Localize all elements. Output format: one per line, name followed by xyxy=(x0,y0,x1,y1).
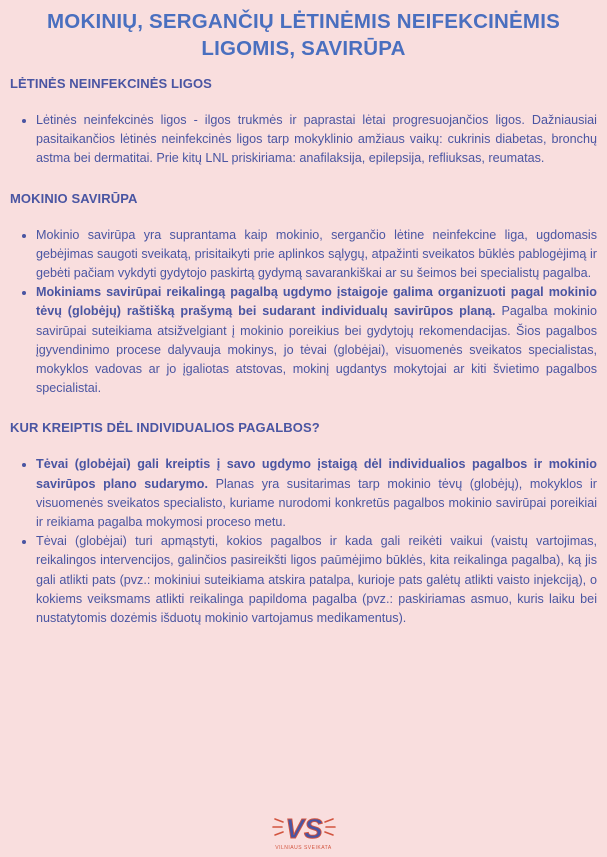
section-heading: LĖTINĖS NEINFEKCINĖS LIGOS xyxy=(10,76,212,91)
bold-text: Tėvai (globėjai) gali kreiptis į savo ugdymo įstaigą dėl individualios pagalbos ir mokinio savirūpos plano sudarymo. xyxy=(36,457,597,491)
list-item xyxy=(36,283,597,398)
list-item xyxy=(36,111,597,169)
list-item xyxy=(36,455,597,532)
page-title: MOKINIŲ, SERGANČIŲ LĖTINĖMIS NEIFEKCINĖMIS LIGOMIS, SAVIRŪPA xyxy=(47,10,560,60)
bullet-list xyxy=(10,226,597,399)
vilniaus-sveikata-logo xyxy=(0,809,607,851)
body-text: Planas yra susitarimas tarp mokinio tėvų (globėjų), mokyklos ir visuomenės sveikatos specialisto, kuriame nurodomi konkretūs pagalbos mokinio savirūpai poreikiai ir reikiama pagalba mokymosi proceso metu. xyxy=(36,476,597,530)
logo-mark: VS xyxy=(284,813,323,844)
body-text: Mokinio savirūpa yra suprantama kaip mokinio, sergančio lėtine neinfekcine liga, ugdomasis gebėjimas saugoti sveikatą, prisitaikyti prie aplinkos sąlygų, atpažinti sveikatos būklės pablogėjimą ir gebėti pačiam vykdyti gydytojo paskirtą gydymą savarankiškai ar su šeimos bei specialistų pagalba. xyxy=(36,227,597,281)
list-item xyxy=(36,532,597,628)
section-where-to-apply xyxy=(10,420,597,628)
body-text: Lėtinės neinfekcinės ligos - ilgos trukmės ir paprastai lėtai progresuojančios ligos. Dažniausiai pasitaikančios lėtinės neinfekcinės ligos tarp mokyklinio amžiaus vaikų: cukrinis diabetas, bronchų astma bei dermatitai. Prie kitų LNL priskiriama: anafilaksija, epilepsija, refliuksas, reumatas. xyxy=(36,113,597,166)
bold-text: Mokiniams savirūpai reikalingą pagalbą ugdymo įstaigoje galima organizuoti pagal mokinio tėvų (globėjų) raštišką prašymą bei sudarant individualų savirūpos planą. xyxy=(36,285,597,319)
bullet-list xyxy=(10,455,597,628)
bullet-list xyxy=(10,111,597,169)
vs-logo-icon xyxy=(269,809,339,847)
section-heading: MOKINIO SAVIRŪPA xyxy=(10,190,138,206)
section-self-care xyxy=(10,191,597,399)
body-text: Pagalba mokinio savirūpai suteikiama atsižvelgiant į mokinio poreikius bei gydytojų rekomendacijas. Šios pagalbos įgyvendinimo procese dalyvauja mokinys, jo tėvai (globėjai), visuomenės sveikatos specialistas, mokyklos vadovas ar jo įgaliotas atstovas, mokinį ugdantys mokytojai ar kiti švietimo pagalbos specialistai. xyxy=(36,304,597,396)
list-item xyxy=(36,226,597,284)
logo-caption: VILNIAUS SVEIKATA xyxy=(275,845,332,851)
section-chronic-diseases xyxy=(10,76,597,169)
body-text: Tėvai (globėjai) turi apmąstyti, kokios pagalbos ir kada gali reikėti vaikui (vaistų vartojimas, reikalingos intervencijos, galinčios pasireikšti ligos paūmėjimo būklės, kita reikalinga pagalba), ką jis gali atlikti pats (pvz.: mokiniui suteikiama atskira patalpa, kurioje pats galėtų atlikti vaisto injekciją), o kokiems veiksmams atlikti reikalinga papildoma pagalba (pvz.: paskiriamas asmuo, kuris laiku bei nustatytomis dozėmis išduotų mokinio vartojamus medikamentus). xyxy=(36,534,597,626)
section-heading: KUR KREIPTIS DĖL INDIVIDUALIOS PAGALBOS? xyxy=(10,420,320,436)
